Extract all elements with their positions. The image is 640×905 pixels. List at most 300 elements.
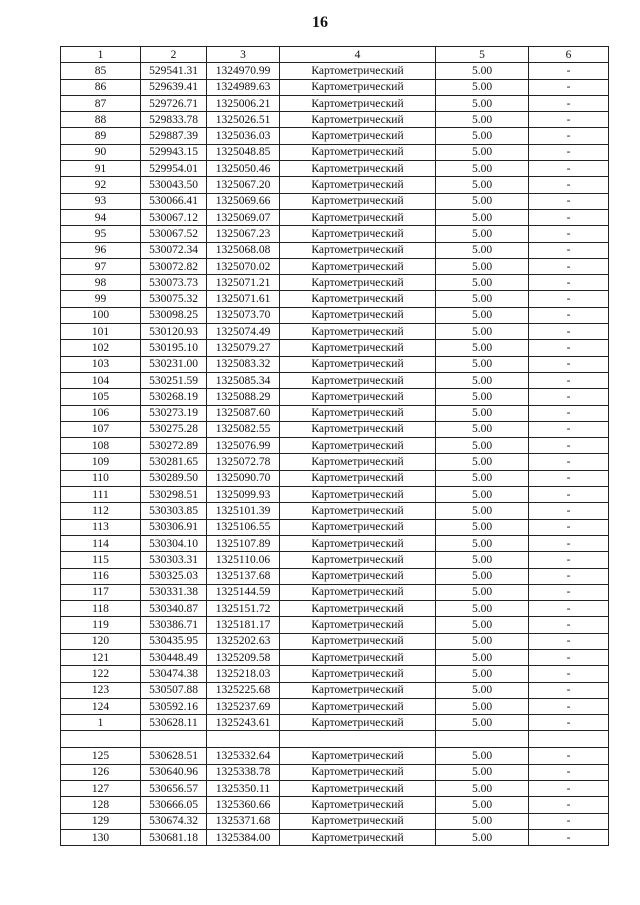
table-cell: 1325088.29 bbox=[207, 389, 280, 405]
table-cell: - bbox=[529, 63, 609, 79]
table-row bbox=[61, 748, 609, 764]
table-cell: 103 bbox=[61, 356, 141, 372]
table-cell: - bbox=[529, 193, 609, 209]
table-cell: 530098.25 bbox=[141, 307, 207, 323]
table-cell: Картометрический bbox=[280, 242, 436, 258]
table-cell: Картометрический bbox=[280, 519, 436, 535]
table-cell: Картометрический bbox=[280, 389, 436, 405]
table-cell: 115 bbox=[61, 552, 141, 568]
table-row-blank bbox=[61, 731, 609, 748]
table-cell: Картометрический bbox=[280, 79, 436, 95]
table-cell: Картометрический bbox=[280, 584, 436, 600]
table-cell: 1325090.70 bbox=[207, 470, 280, 486]
table-cell: 5.00 bbox=[436, 372, 529, 388]
table-cell: 1325384.00 bbox=[207, 829, 280, 845]
table-cell: - bbox=[529, 242, 609, 258]
table-cell: 530435.95 bbox=[141, 633, 207, 649]
table-cell: 124 bbox=[61, 698, 141, 714]
table-cell: 113 bbox=[61, 519, 141, 535]
table-cell: 1325107.89 bbox=[207, 535, 280, 551]
table-row bbox=[61, 487, 609, 503]
table-cell: 111 bbox=[61, 487, 141, 503]
table-cell: 530666.05 bbox=[141, 797, 207, 813]
table-cell: 108 bbox=[61, 438, 141, 454]
table-cell: 91 bbox=[61, 161, 141, 177]
table-body bbox=[61, 63, 609, 846]
table-cell: 530628.11 bbox=[141, 715, 207, 731]
table-cell: 1325073.70 bbox=[207, 307, 280, 323]
table-cell: Картометрический bbox=[280, 829, 436, 845]
table-cell: - bbox=[529, 128, 609, 144]
table-cell: 1325067.20 bbox=[207, 177, 280, 193]
table-cell: 116 bbox=[61, 568, 141, 584]
table-cell: - bbox=[529, 797, 609, 813]
table-cell: - bbox=[529, 226, 609, 242]
table-cell: 1325144.59 bbox=[207, 584, 280, 600]
table-cell: 1325070.02 bbox=[207, 258, 280, 274]
table-cell: - bbox=[529, 340, 609, 356]
table-cell: 128 bbox=[61, 797, 141, 813]
table-cell: 5.00 bbox=[436, 258, 529, 274]
table-cell: - bbox=[529, 275, 609, 291]
table-cell: 5.00 bbox=[436, 112, 529, 128]
table-cell: 121 bbox=[61, 649, 141, 665]
table-cell: - bbox=[529, 356, 609, 372]
table-cell: Картометрический bbox=[280, 568, 436, 584]
table-cell: 1325071.21 bbox=[207, 275, 280, 291]
table-cell: 5.00 bbox=[436, 649, 529, 665]
table-cell: 112 bbox=[61, 503, 141, 519]
table-cell: 5.00 bbox=[436, 781, 529, 797]
table-cell: Картометрический bbox=[280, 715, 436, 731]
table-row bbox=[61, 633, 609, 649]
table-cell: 104 bbox=[61, 372, 141, 388]
table-row bbox=[61, 797, 609, 813]
table-cell: Картометрический bbox=[280, 405, 436, 421]
table-cell: 5.00 bbox=[436, 95, 529, 111]
table-cell: 5.00 bbox=[436, 584, 529, 600]
table-cell: 126 bbox=[61, 764, 141, 780]
table-cell: - bbox=[529, 79, 609, 95]
table-cell: 530043.50 bbox=[141, 177, 207, 193]
table-cell: 1325371.68 bbox=[207, 813, 280, 829]
table-row bbox=[61, 568, 609, 584]
column-header: 1 bbox=[61, 47, 141, 63]
table-cell: 5.00 bbox=[436, 307, 529, 323]
table-cell: Картометрический bbox=[280, 128, 436, 144]
table-cell bbox=[529, 731, 609, 748]
table-row bbox=[61, 617, 609, 633]
table-cell: Картометрический bbox=[280, 633, 436, 649]
table-cell: 118 bbox=[61, 601, 141, 617]
table-cell: 5.00 bbox=[436, 519, 529, 535]
table-cell: Картометрический bbox=[280, 438, 436, 454]
table-cell: - bbox=[529, 552, 609, 568]
table-cell: - bbox=[529, 470, 609, 486]
table-cell: 530628.51 bbox=[141, 748, 207, 764]
table-cell: 105 bbox=[61, 389, 141, 405]
table-cell: 1325026.51 bbox=[207, 112, 280, 128]
table-cell: 106 bbox=[61, 405, 141, 421]
table-cell: 530303.31 bbox=[141, 552, 207, 568]
table-cell bbox=[141, 731, 207, 748]
table-cell: 1325202.63 bbox=[207, 633, 280, 649]
table-row bbox=[61, 438, 609, 454]
table-cell: 1325067.23 bbox=[207, 226, 280, 242]
table-cell: - bbox=[529, 177, 609, 193]
table-cell: 5.00 bbox=[436, 193, 529, 209]
table-cell: 529639.41 bbox=[141, 79, 207, 95]
table-row bbox=[61, 226, 609, 242]
table-cell bbox=[280, 731, 436, 748]
table-row bbox=[61, 666, 609, 682]
table-cell: 94 bbox=[61, 209, 141, 225]
table-row bbox=[61, 698, 609, 714]
table-cell: Картометрический bbox=[280, 454, 436, 470]
table-cell: 90 bbox=[61, 144, 141, 160]
table-cell: 530075.32 bbox=[141, 291, 207, 307]
table-cell: Картометрический bbox=[280, 552, 436, 568]
table-cell: 530273.19 bbox=[141, 405, 207, 421]
table-row bbox=[61, 503, 609, 519]
table-cell: - bbox=[529, 829, 609, 845]
table-row bbox=[61, 144, 609, 160]
table-cell: 530072.82 bbox=[141, 258, 207, 274]
column-header: 3 bbox=[207, 47, 280, 63]
table-cell: 5.00 bbox=[436, 161, 529, 177]
table-cell: 93 bbox=[61, 193, 141, 209]
table-row bbox=[61, 715, 609, 731]
table-cell: 530066.41 bbox=[141, 193, 207, 209]
table-row bbox=[61, 242, 609, 258]
table-row bbox=[61, 682, 609, 698]
table-cell: 1325099.93 bbox=[207, 487, 280, 503]
table-cell: 114 bbox=[61, 535, 141, 551]
table-row bbox=[61, 649, 609, 665]
table-cell: 127 bbox=[61, 781, 141, 797]
table-cell: 5.00 bbox=[436, 470, 529, 486]
table-cell: - bbox=[529, 617, 609, 633]
table-cell: 1325074.49 bbox=[207, 324, 280, 340]
table-cell: 101 bbox=[61, 324, 141, 340]
table-cell: 1325069.66 bbox=[207, 193, 280, 209]
table-cell: 1 bbox=[61, 715, 141, 731]
table-row bbox=[61, 829, 609, 845]
table-cell: 1325332.64 bbox=[207, 748, 280, 764]
table-cell bbox=[61, 731, 141, 748]
table-row bbox=[61, 389, 609, 405]
table-cell: 123 bbox=[61, 682, 141, 698]
table-row bbox=[61, 128, 609, 144]
table-cell: 530298.51 bbox=[141, 487, 207, 503]
table-cell: 5.00 bbox=[436, 633, 529, 649]
table-cell: 529943.15 bbox=[141, 144, 207, 160]
table-cell: - bbox=[529, 405, 609, 421]
table-cell: - bbox=[529, 438, 609, 454]
table-cell: 530386.71 bbox=[141, 617, 207, 633]
table-cell: - bbox=[529, 487, 609, 503]
table-row bbox=[61, 258, 609, 274]
table-cell: 130 bbox=[61, 829, 141, 845]
table-cell: 1325106.55 bbox=[207, 519, 280, 535]
table-cell: Картометрический bbox=[280, 666, 436, 682]
table-cell: Картометрический bbox=[280, 161, 436, 177]
table-cell: - bbox=[529, 666, 609, 682]
column-header: 5 bbox=[436, 47, 529, 63]
table-cell: Картометрический bbox=[280, 470, 436, 486]
table-cell: 5.00 bbox=[436, 242, 529, 258]
table-cell bbox=[207, 731, 280, 748]
table-cell: 110 bbox=[61, 470, 141, 486]
table-cell: 1325101.39 bbox=[207, 503, 280, 519]
table-cell: 1325071.61 bbox=[207, 291, 280, 307]
column-header: 6 bbox=[529, 47, 609, 63]
table-cell: Картометрический bbox=[280, 487, 436, 503]
table-cell: 1325209.58 bbox=[207, 649, 280, 665]
table-cell: 1325087.60 bbox=[207, 405, 280, 421]
table-cell: Картометрический bbox=[280, 356, 436, 372]
table-cell: 530592.16 bbox=[141, 698, 207, 714]
coordinates-table bbox=[60, 46, 609, 846]
table-cell: 89 bbox=[61, 128, 141, 144]
table-row bbox=[61, 584, 609, 600]
table-cell: 1325050.46 bbox=[207, 161, 280, 177]
table-row bbox=[61, 79, 609, 95]
table-cell: 1325181.17 bbox=[207, 617, 280, 633]
table-cell: - bbox=[529, 568, 609, 584]
table-cell: Картометрический bbox=[280, 781, 436, 797]
table-cell: 5.00 bbox=[436, 568, 529, 584]
table-cell: - bbox=[529, 454, 609, 470]
table-cell: 5.00 bbox=[436, 421, 529, 437]
table-cell: 1324970.99 bbox=[207, 63, 280, 79]
table-cell: - bbox=[529, 372, 609, 388]
table-cell: 530448.49 bbox=[141, 649, 207, 665]
table-cell: 1325350.11 bbox=[207, 781, 280, 797]
table-cell: - bbox=[529, 584, 609, 600]
table-cell: 5.00 bbox=[436, 144, 529, 160]
table-row bbox=[61, 177, 609, 193]
table-cell: 5.00 bbox=[436, 324, 529, 340]
table-row bbox=[61, 764, 609, 780]
table-cell: 5.00 bbox=[436, 682, 529, 698]
table-row bbox=[61, 112, 609, 128]
table-cell: Картометрический bbox=[280, 226, 436, 242]
table-cell: 98 bbox=[61, 275, 141, 291]
table-cell: Картометрический bbox=[280, 291, 436, 307]
table-cell: 5.00 bbox=[436, 601, 529, 617]
table-cell: 530281.65 bbox=[141, 454, 207, 470]
table-cell: Картометрический bbox=[280, 421, 436, 437]
table-cell: 5.00 bbox=[436, 405, 529, 421]
table-row bbox=[61, 275, 609, 291]
table-cell: 529954.01 bbox=[141, 161, 207, 177]
table-cell: 530304.10 bbox=[141, 535, 207, 551]
table-cell: 5.00 bbox=[436, 698, 529, 714]
table-cell: Картометрический bbox=[280, 682, 436, 698]
table-cell: 99 bbox=[61, 291, 141, 307]
table-cell: 5.00 bbox=[436, 748, 529, 764]
table-cell: - bbox=[529, 698, 609, 714]
table-cell: 1325036.03 bbox=[207, 128, 280, 144]
table-cell: 1325048.85 bbox=[207, 144, 280, 160]
table-cell: Картометрический bbox=[280, 95, 436, 111]
table-row bbox=[61, 356, 609, 372]
table-cell: - bbox=[529, 764, 609, 780]
table-cell: - bbox=[529, 258, 609, 274]
table-cell: 125 bbox=[61, 748, 141, 764]
table-cell: 86 bbox=[61, 79, 141, 95]
table-row bbox=[61, 95, 609, 111]
table-cell: 530681.18 bbox=[141, 829, 207, 845]
table-cell: 530120.93 bbox=[141, 324, 207, 340]
table-cell: 5.00 bbox=[436, 128, 529, 144]
table-cell: 530306.91 bbox=[141, 519, 207, 535]
table-cell: 92 bbox=[61, 177, 141, 193]
table-cell: 5.00 bbox=[436, 715, 529, 731]
table-cell: 5.00 bbox=[436, 617, 529, 633]
table-cell: - bbox=[529, 209, 609, 225]
table-cell: 5.00 bbox=[436, 813, 529, 829]
table-cell: Картометрический bbox=[280, 601, 436, 617]
table-cell: - bbox=[529, 519, 609, 535]
table-cell: - bbox=[529, 307, 609, 323]
table-cell: Картометрический bbox=[280, 698, 436, 714]
table-cell: - bbox=[529, 112, 609, 128]
table-cell: 5.00 bbox=[436, 226, 529, 242]
table-cell: Картометрический bbox=[280, 649, 436, 665]
table-cell: 530067.12 bbox=[141, 209, 207, 225]
table-cell: 1325151.72 bbox=[207, 601, 280, 617]
table-cell: 1325360.66 bbox=[207, 797, 280, 813]
column-header: 4 bbox=[280, 47, 436, 63]
table-cell: - bbox=[529, 813, 609, 829]
table-cell: 5.00 bbox=[436, 63, 529, 79]
table-cell: 5.00 bbox=[436, 438, 529, 454]
table-cell: Картометрический bbox=[280, 764, 436, 780]
table-row bbox=[61, 470, 609, 486]
table-cell: - bbox=[529, 633, 609, 649]
table-cell: Картометрический bbox=[280, 112, 436, 128]
table-cell: 530275.28 bbox=[141, 421, 207, 437]
table-cell: 5.00 bbox=[436, 666, 529, 682]
table-cell: Картометрический bbox=[280, 372, 436, 388]
table-cell: Картометрический bbox=[280, 258, 436, 274]
table-cell: 95 bbox=[61, 226, 141, 242]
table-cell: 1325237.69 bbox=[207, 698, 280, 714]
table-cell: Картометрический bbox=[280, 535, 436, 551]
table-cell: 530474.38 bbox=[141, 666, 207, 682]
table-cell: 530272.89 bbox=[141, 438, 207, 454]
table-cell: 5.00 bbox=[436, 503, 529, 519]
table-cell: 120 bbox=[61, 633, 141, 649]
table-row bbox=[61, 552, 609, 568]
table-cell: 529833.78 bbox=[141, 112, 207, 128]
table-row bbox=[61, 535, 609, 551]
table-cell: 97 bbox=[61, 258, 141, 274]
table-cell: 1325225.68 bbox=[207, 682, 280, 698]
table-header-row bbox=[61, 47, 609, 63]
table-row bbox=[61, 161, 609, 177]
table-cell: 530340.87 bbox=[141, 601, 207, 617]
table-cell: 5.00 bbox=[436, 177, 529, 193]
table-cell: 530289.50 bbox=[141, 470, 207, 486]
table-cell: 1325137.68 bbox=[207, 568, 280, 584]
table-cell: 1325069.07 bbox=[207, 209, 280, 225]
table-cell: Картометрический bbox=[280, 617, 436, 633]
table-cell: Картометрический bbox=[280, 193, 436, 209]
table-cell: Картометрический bbox=[280, 275, 436, 291]
table-cell: - bbox=[529, 324, 609, 340]
table-cell: - bbox=[529, 421, 609, 437]
table-cell: - bbox=[529, 389, 609, 405]
column-header: 2 bbox=[141, 47, 207, 63]
table-cell: 1325085.34 bbox=[207, 372, 280, 388]
table-cell: - bbox=[529, 781, 609, 797]
table-row bbox=[61, 63, 609, 79]
table-cell: Картометрический bbox=[280, 177, 436, 193]
table-row bbox=[61, 372, 609, 388]
table-cell: 5.00 bbox=[436, 291, 529, 307]
table-cell: 530067.52 bbox=[141, 226, 207, 242]
table-cell: 1324989.63 bbox=[207, 79, 280, 95]
table-cell: 530640.96 bbox=[141, 764, 207, 780]
table-row bbox=[61, 781, 609, 797]
table-row bbox=[61, 813, 609, 829]
table-cell: 530195.10 bbox=[141, 340, 207, 356]
table-cell: Картометрический bbox=[280, 144, 436, 160]
table-cell: 1325082.55 bbox=[207, 421, 280, 437]
table-cell: 100 bbox=[61, 307, 141, 323]
table-cell: 5.00 bbox=[436, 356, 529, 372]
table-cell: 1325072.78 bbox=[207, 454, 280, 470]
table-cell: Картометрический bbox=[280, 209, 436, 225]
table-cell: - bbox=[529, 291, 609, 307]
table-cell: 87 bbox=[61, 95, 141, 111]
table-row bbox=[61, 307, 609, 323]
table-cell: 530073.73 bbox=[141, 275, 207, 291]
table-cell: 530303.85 bbox=[141, 503, 207, 519]
table-cell: 530656.57 bbox=[141, 781, 207, 797]
table-cell: 88 bbox=[61, 112, 141, 128]
table-cell: 530507.88 bbox=[141, 682, 207, 698]
table-cell: 530231.00 bbox=[141, 356, 207, 372]
table-cell: 5.00 bbox=[436, 764, 529, 780]
table-cell: Картометрический bbox=[280, 340, 436, 356]
table-cell: 1325068.08 bbox=[207, 242, 280, 258]
table-cell: 107 bbox=[61, 421, 141, 437]
table-cell: 1325076.99 bbox=[207, 438, 280, 454]
table-cell: 102 bbox=[61, 340, 141, 356]
table-cell: - bbox=[529, 601, 609, 617]
table-cell: - bbox=[529, 144, 609, 160]
table-cell: 5.00 bbox=[436, 275, 529, 291]
table-cell: 5.00 bbox=[436, 487, 529, 503]
table-cell: 117 bbox=[61, 584, 141, 600]
table-cell: 530325.03 bbox=[141, 568, 207, 584]
table-cell: 85 bbox=[61, 63, 141, 79]
table-cell: 530674.32 bbox=[141, 813, 207, 829]
table-cell: 109 bbox=[61, 454, 141, 470]
table-cell: - bbox=[529, 161, 609, 177]
table-cell: 5.00 bbox=[436, 454, 529, 470]
table-cell: Картометрический bbox=[280, 797, 436, 813]
table-cell: 529887.39 bbox=[141, 128, 207, 144]
table-cell: 1325243.61 bbox=[207, 715, 280, 731]
table-cell: 5.00 bbox=[436, 797, 529, 813]
table-cell: 5.00 bbox=[436, 79, 529, 95]
table-cell: 5.00 bbox=[436, 829, 529, 845]
